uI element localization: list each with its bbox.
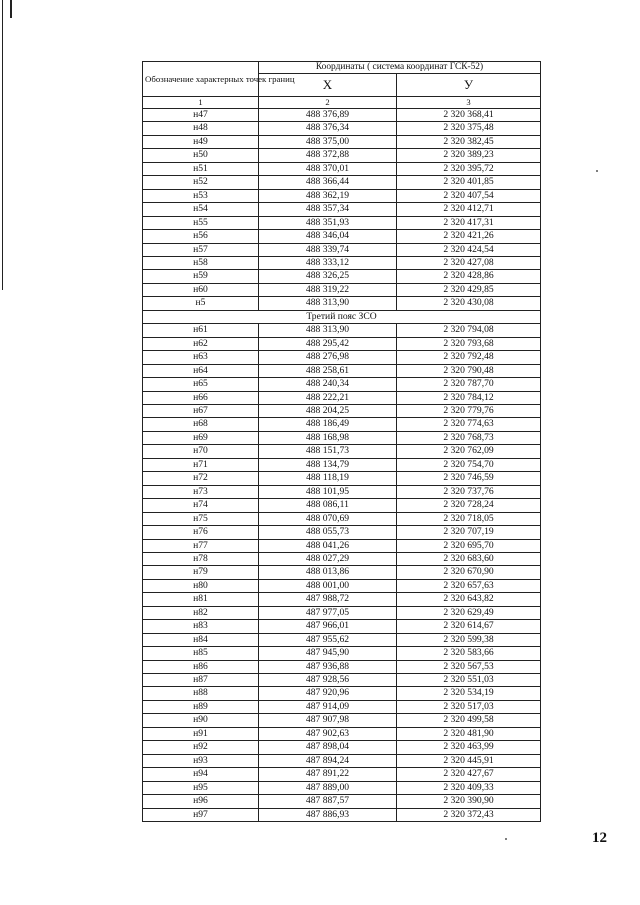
y-coordinate-cell: 2 320 774,63 — [397, 418, 541, 431]
y-coordinate-cell: 2 320 670,90 — [397, 566, 541, 579]
x-coordinate-cell: 488 295,42 — [259, 337, 397, 350]
x-coordinate-cell: 488 366,44 — [259, 176, 397, 189]
x-coordinate-cell: 487 886,93 — [259, 808, 397, 821]
y-coordinate-cell: 2 320 790,48 — [397, 364, 541, 377]
point-id-cell: н96 — [143, 795, 259, 808]
table-row — [143, 189, 541, 202]
table-row — [143, 781, 541, 794]
x-coordinate-cell: 488 027,29 — [259, 552, 397, 565]
x-coordinate-cell: 487 907,98 — [259, 714, 397, 727]
point-id-cell: н56 — [143, 230, 259, 243]
point-id-cell: н94 — [143, 768, 259, 781]
designation-header: Обозначение характерных точек границ — [143, 62, 259, 97]
x-coordinate-cell: 488 070,69 — [259, 512, 397, 525]
table-row — [143, 324, 541, 337]
y-coordinate-cell: 2 320 390,90 — [397, 795, 541, 808]
y-coordinate-cell: 2 320 551,03 — [397, 674, 541, 687]
table-row — [143, 593, 541, 606]
point-id-cell: н50 — [143, 149, 259, 162]
table-row — [143, 122, 541, 135]
x-coordinate-cell: 488 313,90 — [259, 297, 397, 310]
y-coordinate-cell: 2 320 389,23 — [397, 149, 541, 162]
coordinates-table — [142, 61, 541, 822]
table-row — [143, 404, 541, 417]
table-row — [143, 176, 541, 189]
x-coordinate-cell: 488 001,00 — [259, 579, 397, 592]
y-coordinate-cell: 2 320 695,70 — [397, 539, 541, 552]
y-coordinate-cell: 2 320 784,12 — [397, 391, 541, 404]
table-row — [143, 270, 541, 283]
table-row — [143, 566, 541, 579]
y-coordinate-cell: 2 320 707,19 — [397, 526, 541, 539]
x-coordinate-cell: 488 204,25 — [259, 404, 397, 417]
y-coordinate-cell: 2 320 718,05 — [397, 512, 541, 525]
x-coordinate-cell: 488 346,04 — [259, 230, 397, 243]
x-coordinate-cell: 488 319,22 — [259, 283, 397, 296]
table-row — [143, 135, 541, 148]
point-id-cell: н51 — [143, 162, 259, 175]
table-row — [143, 216, 541, 229]
table-header — [143, 62, 541, 109]
table-row — [143, 499, 541, 512]
table-row — [143, 203, 541, 216]
y-axis-header: У — [397, 74, 541, 97]
x-coordinate-cell: 488 339,74 — [259, 243, 397, 256]
coordinates-header: Координаты ( система координат ГСК-52) — [259, 62, 541, 74]
y-coordinate-cell: 2 320 499,58 — [397, 714, 541, 727]
y-coordinate-cell: 2 320 372,43 — [397, 808, 541, 821]
y-coordinate-cell: 2 320 762,09 — [397, 445, 541, 458]
x-coordinate-cell: 488 375,00 — [259, 135, 397, 148]
y-coordinate-cell: 2 320 445,91 — [397, 754, 541, 767]
table-row — [143, 795, 541, 808]
point-id-cell: н5 — [143, 297, 259, 310]
page-number: 12 — [592, 830, 607, 846]
x-coordinate-cell: 488 362,19 — [259, 189, 397, 202]
x-coordinate-cell: 488 240,34 — [259, 378, 397, 391]
point-id-cell: н47 — [143, 109, 259, 122]
table-row — [143, 472, 541, 485]
point-id-cell: н71 — [143, 458, 259, 471]
table-row — [143, 485, 541, 498]
point-id-cell: н77 — [143, 539, 259, 552]
point-id-cell: н66 — [143, 391, 259, 404]
y-coordinate-cell: 2 320 421,26 — [397, 230, 541, 243]
table-row — [143, 162, 541, 175]
table-row — [143, 364, 541, 377]
table-row — [143, 539, 541, 552]
y-coordinate-cell: 2 320 401,85 — [397, 176, 541, 189]
x-coordinate-cell: 488 041,26 — [259, 539, 397, 552]
y-coordinate-cell: 2 320 787,70 — [397, 378, 541, 391]
y-coordinate-cell: 2 320 517,03 — [397, 700, 541, 713]
point-id-cell: н78 — [143, 552, 259, 565]
point-id-cell: н81 — [143, 593, 259, 606]
table-row — [143, 552, 541, 565]
y-coordinate-cell: 2 320 793,68 — [397, 337, 541, 350]
table-row — [143, 109, 541, 122]
table-row — [143, 256, 541, 269]
x-coordinate-cell: 487 891,22 — [259, 768, 397, 781]
y-coordinate-cell: 2 320 683,60 — [397, 552, 541, 565]
y-coordinate-cell: 2 320 412,71 — [397, 203, 541, 216]
table-row — [143, 243, 541, 256]
y-coordinate-cell: 2 320 368,41 — [397, 109, 541, 122]
column-number-3: 3 — [397, 97, 541, 109]
x-coordinate-cell: 487 920,96 — [259, 687, 397, 700]
table-row — [143, 149, 541, 162]
scan-edge-line — [2, 0, 3, 290]
x-coordinate-cell: 487 955,62 — [259, 633, 397, 646]
x-coordinate-cell: 487 936,88 — [259, 660, 397, 673]
table-row — [143, 754, 541, 767]
point-id-cell: н67 — [143, 404, 259, 417]
points-before — [143, 109, 541, 311]
point-id-cell: н53 — [143, 189, 259, 202]
x-coordinate-cell: 488 372,88 — [259, 149, 397, 162]
table-row — [143, 458, 541, 471]
point-id-cell: н74 — [143, 499, 259, 512]
x-coordinate-cell: 488 118,19 — [259, 472, 397, 485]
x-coordinate-cell: 488 376,34 — [259, 122, 397, 135]
section-label: Третий пояс ЗСО — [143, 310, 541, 323]
point-id-cell: н59 — [143, 270, 259, 283]
y-coordinate-cell: 2 320 427,67 — [397, 768, 541, 781]
table-row — [143, 297, 541, 310]
x-coordinate-cell: 488 333,12 — [259, 256, 397, 269]
table-row — [143, 647, 541, 660]
x-coordinate-cell: 487 945,90 — [259, 647, 397, 660]
table-row — [143, 741, 541, 754]
y-coordinate-cell: 2 320 746,59 — [397, 472, 541, 485]
point-id-cell: н48 — [143, 122, 259, 135]
point-id-cell: н83 — [143, 620, 259, 633]
x-coordinate-cell: 488 222,21 — [259, 391, 397, 404]
table-row — [143, 808, 541, 821]
point-id-cell: н85 — [143, 647, 259, 660]
y-coordinate-cell: 2 320 428,86 — [397, 270, 541, 283]
point-id-cell: н84 — [143, 633, 259, 646]
point-id-cell: н54 — [143, 203, 259, 216]
point-id-cell: н61 — [143, 324, 259, 337]
y-coordinate-cell: 2 320 463,99 — [397, 741, 541, 754]
table-row — [143, 768, 541, 781]
y-coordinate-cell: 2 320 794,08 — [397, 324, 541, 337]
x-coordinate-cell: 488 168,98 — [259, 431, 397, 444]
point-id-cell: н70 — [143, 445, 259, 458]
point-id-cell: н60 — [143, 283, 259, 296]
table-row — [143, 727, 541, 740]
table-row — [143, 620, 541, 633]
column-number-2: 2 — [259, 97, 397, 109]
point-id-cell: н92 — [143, 741, 259, 754]
y-coordinate-cell: 2 320 754,70 — [397, 458, 541, 471]
table-row — [143, 660, 541, 673]
point-id-cell: н69 — [143, 431, 259, 444]
table-row — [143, 445, 541, 458]
point-id-cell: н93 — [143, 754, 259, 767]
y-coordinate-cell: 2 320 382,45 — [397, 135, 541, 148]
y-coordinate-cell: 2 320 424,54 — [397, 243, 541, 256]
y-coordinate-cell: 2 320 657,63 — [397, 579, 541, 592]
point-id-cell: н88 — [143, 687, 259, 700]
y-coordinate-cell: 2 320 395,72 — [397, 162, 541, 175]
table-row — [143, 283, 541, 296]
point-id-cell: н63 — [143, 351, 259, 364]
point-id-cell: н89 — [143, 700, 259, 713]
point-id-cell: н75 — [143, 512, 259, 525]
point-id-cell: н95 — [143, 781, 259, 794]
table-row — [143, 431, 541, 444]
y-coordinate-cell: 2 320 583,66 — [397, 647, 541, 660]
x-coordinate-cell: 487 914,09 — [259, 700, 397, 713]
point-id-cell: н90 — [143, 714, 259, 727]
scan-speck — [505, 838, 507, 840]
x-coordinate-cell: 488 055,73 — [259, 526, 397, 539]
point-id-cell: н64 — [143, 364, 259, 377]
y-coordinate-cell: 2 320 567,53 — [397, 660, 541, 673]
section-row — [143, 310, 541, 323]
x-coordinate-cell: 488 258,61 — [259, 364, 397, 377]
x-coordinate-cell: 488 370,01 — [259, 162, 397, 175]
y-coordinate-cell: 2 320 768,73 — [397, 431, 541, 444]
point-id-cell: н49 — [143, 135, 259, 148]
y-coordinate-cell: 2 320 417,31 — [397, 216, 541, 229]
x-coordinate-cell: 487 894,24 — [259, 754, 397, 767]
y-coordinate-cell: 2 320 614,67 — [397, 620, 541, 633]
section-row-group — [143, 310, 541, 323]
x-coordinate-cell: 488 186,49 — [259, 418, 397, 431]
point-id-cell: н52 — [143, 176, 259, 189]
x-coordinate-cell: 488 151,73 — [259, 445, 397, 458]
table-row — [143, 714, 541, 727]
column-number-1: 1 — [143, 97, 259, 109]
x-coordinate-cell: 487 898,04 — [259, 741, 397, 754]
scan-mark — [10, 0, 12, 18]
table-row — [143, 512, 541, 525]
x-coordinate-cell: 487 889,00 — [259, 781, 397, 794]
x-coordinate-cell: 487 887,57 — [259, 795, 397, 808]
table-row — [143, 526, 541, 539]
x-coordinate-cell: 488 357,34 — [259, 203, 397, 216]
point-id-cell: н97 — [143, 808, 259, 821]
x-coordinate-cell: 487 902,63 — [259, 727, 397, 740]
point-id-cell: н87 — [143, 674, 259, 687]
x-coordinate-cell: 488 326,25 — [259, 270, 397, 283]
point-id-cell: н62 — [143, 337, 259, 350]
y-coordinate-cell: 2 320 481,90 — [397, 727, 541, 740]
y-coordinate-cell: 2 320 643,82 — [397, 593, 541, 606]
point-id-cell: н91 — [143, 727, 259, 740]
y-coordinate-cell: 2 320 629,49 — [397, 606, 541, 619]
point-id-cell: н65 — [143, 378, 259, 391]
y-coordinate-cell: 2 320 737,76 — [397, 485, 541, 498]
point-id-cell: н58 — [143, 256, 259, 269]
table-row — [143, 351, 541, 364]
point-id-cell: н55 — [143, 216, 259, 229]
table-row — [143, 687, 541, 700]
x-coordinate-cell: 487 928,56 — [259, 674, 397, 687]
point-id-cell: н86 — [143, 660, 259, 673]
table-row — [143, 378, 541, 391]
x-coordinate-cell: 488 134,79 — [259, 458, 397, 471]
point-id-cell: н57 — [143, 243, 259, 256]
table-row — [143, 579, 541, 592]
y-coordinate-cell: 2 320 427,08 — [397, 256, 541, 269]
y-coordinate-cell: 2 320 429,85 — [397, 283, 541, 296]
table-row — [143, 700, 541, 713]
table-row — [143, 606, 541, 619]
table-row — [143, 633, 541, 646]
points-after — [143, 324, 541, 822]
point-id-cell: н79 — [143, 566, 259, 579]
scan-speck — [596, 170, 598, 172]
x-coordinate-cell: 488 351,93 — [259, 216, 397, 229]
x-coordinate-cell: 488 101,95 — [259, 485, 397, 498]
y-coordinate-cell: 2 320 407,54 — [397, 189, 541, 202]
x-coordinate-cell: 488 086,11 — [259, 499, 397, 512]
y-coordinate-cell: 2 320 375,48 — [397, 122, 541, 135]
point-id-cell: н76 — [143, 526, 259, 539]
table-row — [143, 391, 541, 404]
y-coordinate-cell: 2 320 430,08 — [397, 297, 541, 310]
point-id-cell: н68 — [143, 418, 259, 431]
table-row — [143, 418, 541, 431]
x-coordinate-cell: 488 013,86 — [259, 566, 397, 579]
x-coordinate-cell: 487 988,72 — [259, 593, 397, 606]
point-id-cell: н73 — [143, 485, 259, 498]
y-coordinate-cell: 2 320 409,33 — [397, 781, 541, 794]
y-coordinate-cell: 2 320 728,24 — [397, 499, 541, 512]
y-coordinate-cell: 2 320 534,19 — [397, 687, 541, 700]
table-row — [143, 230, 541, 243]
x-coordinate-cell: 488 313,90 — [259, 324, 397, 337]
x-coordinate-cell: 488 276,98 — [259, 351, 397, 364]
y-coordinate-cell: 2 320 779,76 — [397, 404, 541, 417]
table-row — [143, 674, 541, 687]
y-coordinate-cell: 2 320 599,38 — [397, 633, 541, 646]
table-row — [143, 337, 541, 350]
point-id-cell: н82 — [143, 606, 259, 619]
y-coordinate-cell: 2 320 792,48 — [397, 351, 541, 364]
point-id-cell: н72 — [143, 472, 259, 485]
x-coordinate-cell: 488 376,89 — [259, 109, 397, 122]
x-axis-header: X — [259, 74, 397, 97]
x-coordinate-cell: 487 977,05 — [259, 606, 397, 619]
x-coordinate-cell: 487 966,01 — [259, 620, 397, 633]
point-id-cell: н80 — [143, 579, 259, 592]
